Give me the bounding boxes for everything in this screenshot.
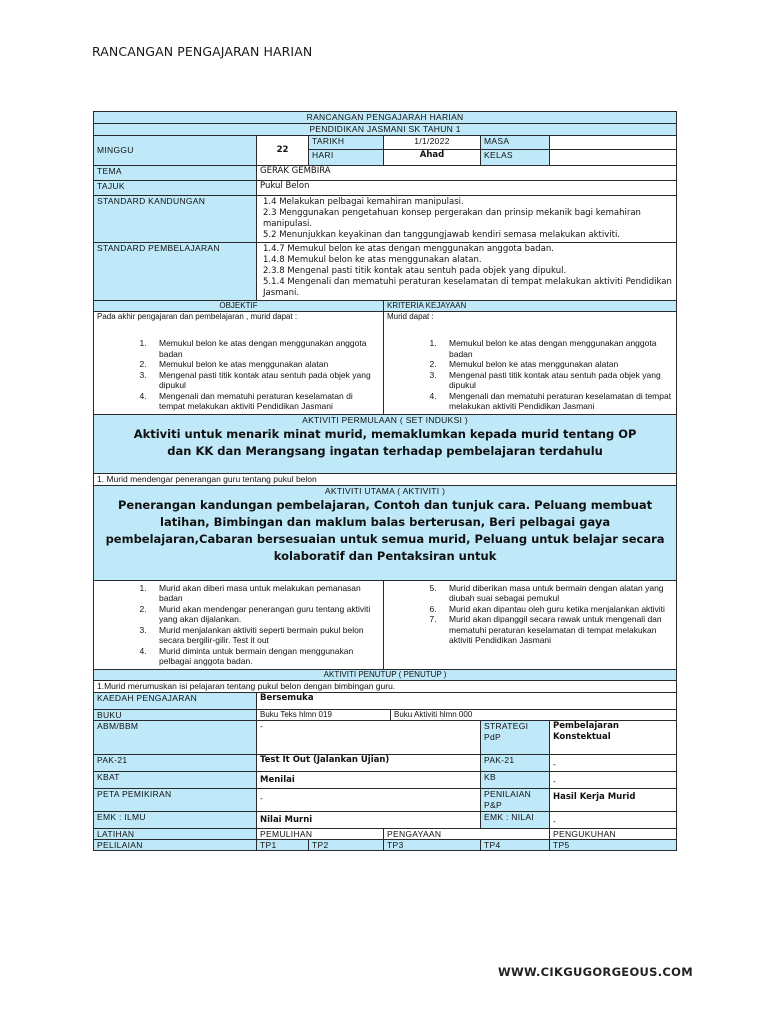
utama-left [94, 580, 384, 669]
emk-nilai-label: EMK : NILAI [481, 811, 550, 828]
kriteria-intro: Murid dapat : [387, 312, 434, 321]
buku-aktiviti: Buku Aktiviti hlmn 000 [391, 709, 677, 720]
peta-value: - [257, 788, 481, 811]
sk-label: STANDARD KANDUNGAN [94, 196, 257, 243]
permulaan-heading: AKTIVITI PERMULAAN ( SET INDUKSI ) [302, 414, 469, 425]
objektif-heading: OBJEKTIF [94, 301, 384, 312]
lesson-plan-table [93, 111, 677, 851]
kbat-label: KBAT [94, 771, 257, 788]
masa-value [550, 136, 677, 150]
utama-section [94, 485, 677, 580]
kelas-value [550, 150, 677, 166]
kb-value: - [550, 771, 677, 788]
penutup-step: 1.Murid merumuskan isi pelajaran tentang pukul belon dengan bimbingan guru. [94, 680, 677, 692]
utama-heading: AKTIVITI UTAMA ( AKTIVITI ) [324, 485, 446, 496]
utama-item: 2. Murid akan mendengar penerangan guru tentang aktiviti yang akan dijalankan. [149, 604, 380, 625]
objektif-item: 3. Mengenal pasti titik kontak atau sentuh pada objek yang dipukul [149, 370, 380, 391]
pak21-value: Test It Out (Jalankan Ujian) [257, 754, 481, 771]
sp-label: STANDARD PEMBELAJARAN [94, 243, 257, 301]
sk-content [257, 196, 677, 243]
objektif-intro: Pada akhir pengajaran dan pembelajaran , murid dapat : [97, 312, 298, 321]
objektif-content [94, 312, 384, 415]
strategi-value: Pembelajaran Konstektual [550, 720, 677, 754]
utama-item: 4. Murid diminta untuk bermain dengan menggunakan pelbagai anggota badan. [149, 646, 380, 667]
pelilaian-label: PELILAIAN [94, 839, 257, 850]
sp-item: 5.1.4 Mengenali dan mematuhi peraturan keselamatan di tempat melakukan aktiviti Pendidikan Jasmani. [263, 277, 672, 298]
kriteria-item: 2. Memukul belon ke atas menggunakan alatan [439, 359, 673, 370]
pak21-label: PAK-21 [94, 754, 257, 771]
utama-item: 6. Murid akan dipantau oleh guru ketika menjalankan aktiviti [439, 604, 673, 615]
kriteria-item: 3. Mengenal pasti titik kontak atau sentuh pada objek yang dipukul [439, 370, 673, 391]
utama-item: 1. Murid akan diberi masa untuk melakukan pemanasan badan [149, 583, 380, 604]
tema-label: TEMA [94, 166, 257, 181]
sp-item: 2.3.8 Mengenal pasti titik kontak atau sentuh pada objek yang dipukul. [263, 266, 567, 276]
sk-item: 5.2 Menunjukkan keyakinan dan tanggungjawab kendiri semasa melakukan aktiviti. [263, 230, 621, 240]
kbat-value: Menilai [257, 771, 481, 788]
tarikh-value: 1/1/2022 [384, 136, 481, 150]
kriteria-list [387, 338, 673, 412]
tp5: TP5 [550, 839, 677, 850]
sk-item: 2.3 Menggunakan pengetahuan konsep pergerakan dan prinsip mekanik bagi kemahiran manipulasi. [263, 208, 641, 229]
pak21b-label: PAK-21 [481, 754, 550, 771]
minggu-label: MINGGU [94, 136, 257, 166]
penilaian-value: Hasil Kerja Murid [550, 788, 677, 811]
kelas-label: KELAS [481, 150, 550, 166]
tp1: TP1 [257, 839, 309, 850]
pengukuhan-label: PENGUKUHAN [550, 828, 677, 839]
objektif-item: 2. Memukul belon ke atas menggunakan alatan [149, 359, 380, 370]
utama-left-list [97, 583, 380, 667]
buku-teks: Buku Teks hlmn 019 [257, 709, 391, 720]
sp-content [257, 243, 677, 301]
permulaan-section [94, 414, 677, 473]
kriteria-item: 1. Memukul belon ke atas dengan menggunakan anggota badan [439, 338, 673, 359]
pak21b-value: - [550, 754, 677, 771]
kb-label: KB [481, 771, 550, 788]
objektif-item: 4. Mengenali dan mematuhi peraturan keselamatan di tempat melakukan aktiviti Pendidikan Jasmani [149, 391, 380, 412]
utama-right [384, 580, 677, 669]
sp-item: 1.4.7 Memukul belon ke atas dengan menggunakan anggota badan. [263, 244, 554, 254]
buku-label: BUKU [94, 709, 257, 720]
pemulihan-label: PEMULIHAN [257, 828, 384, 839]
abm-value: - [257, 720, 481, 754]
table-title: RANCANGAN PENGAJARAH HARIAN [94, 112, 677, 124]
kaedah-label: KAEDAH PENGAJARAN [94, 692, 257, 709]
objektif-item: 1. Memukul belon ke atas dengan menggunakan anggota badan [149, 338, 380, 359]
table-subtitle: PENDIDIKAN JASMANI SK TAHUN 1 [94, 124, 677, 136]
utama-item: 3. Murid menjalankan aktiviti seperti bermain pukul belon secara bergilir-gilir. Test it out [149, 625, 380, 646]
emk-ilmu-value: Nilai Murni [257, 811, 481, 828]
penilaian-label: PENILAIAN P&P [481, 788, 550, 811]
sk-item: 1.4 Melakukan pelbagai kemahiran manipulasi. [263, 197, 464, 207]
strategi-label: STRATEGI PdP [481, 720, 550, 754]
minggu-value: 22 [257, 136, 309, 166]
tajuk-label: TAJUK [94, 181, 257, 196]
utama-item: 5. Murid diberikan masa untuk bermain dengan alatan yang diubah suai sebagai pemukul [439, 583, 673, 604]
emk-ilmu-label: EMK : ILMU [94, 811, 257, 828]
sp-item: 1.4.8 Memukul belon ke atas menggunakan alatan. [263, 255, 482, 265]
kriteria-item: 4. Mengenali dan mematuhi peraturan keselamatan di tempat melakukan aktiviti Pendidikan Jasmani [439, 391, 673, 412]
objektif-list [97, 338, 380, 412]
peta-label: PETA PEMIKIRAN [94, 788, 257, 811]
tema-value: GERAK GEMBIRA [257, 166, 677, 181]
kaedah-value: Bersemuka [257, 692, 677, 709]
kriteria-content [384, 312, 677, 415]
hari-label: HARI [309, 150, 384, 166]
emk-nilai-value: - [550, 811, 677, 828]
footer-url: WWW.CIKGUGORGEOUS.COM [498, 965, 693, 979]
utama-item: 7. Murid akan dipanggil secara rawak untuk mengenali dan mematuhi peraturan keselamatan di tempat melakukan aktiviti Pendidikan Jasmani [439, 614, 673, 646]
pengayaan-label: PENGAYAAN [384, 828, 550, 839]
utama-description: Penerangan kandungan pembelajaran, Contoh dan tunjuk cara. Peluang membuat latihan, Bimbingan dan maklum balas berterusan, Beri pelbagai gaya pembelajaran,Cabaran bersesuaian untuk semua murid, Peluang untuk belajar secara kolaboratif dan Pentaksiran untuk [105, 497, 665, 563]
page-heading: RANCANGAN PENGAJARAN HARIAN [92, 44, 313, 59]
penutup-heading: AKTIVITI PENUTUP ( PENUTUP ) [94, 669, 677, 680]
tarikh-label: TARIKH [309, 136, 384, 150]
permulaan-description: Aktiviti untuk menarik minat murid, memaklumkan kepada murid tentang OP dan KK dan Merangsang ingatan terhadap pembelajaran terdahulu [133, 426, 637, 458]
tp2: TP2 [309, 839, 384, 850]
permulaan-step: 1. Murid mendengar penerangan guru tentang pukul belon [94, 473, 677, 485]
tp4: TP4 [481, 839, 550, 850]
utama-right-list [387, 583, 673, 646]
masa-label: MASA [481, 136, 550, 150]
kriteria-heading: KRITERIA KEJAYAAN [384, 301, 677, 312]
hari-value: Ahad [384, 150, 481, 166]
latihan-label: LATIHAN [94, 828, 257, 839]
tajuk-value: Pukul Belon [257, 181, 677, 196]
tp3: TP3 [384, 839, 481, 850]
abm-label: ABM/BBM [94, 720, 257, 754]
